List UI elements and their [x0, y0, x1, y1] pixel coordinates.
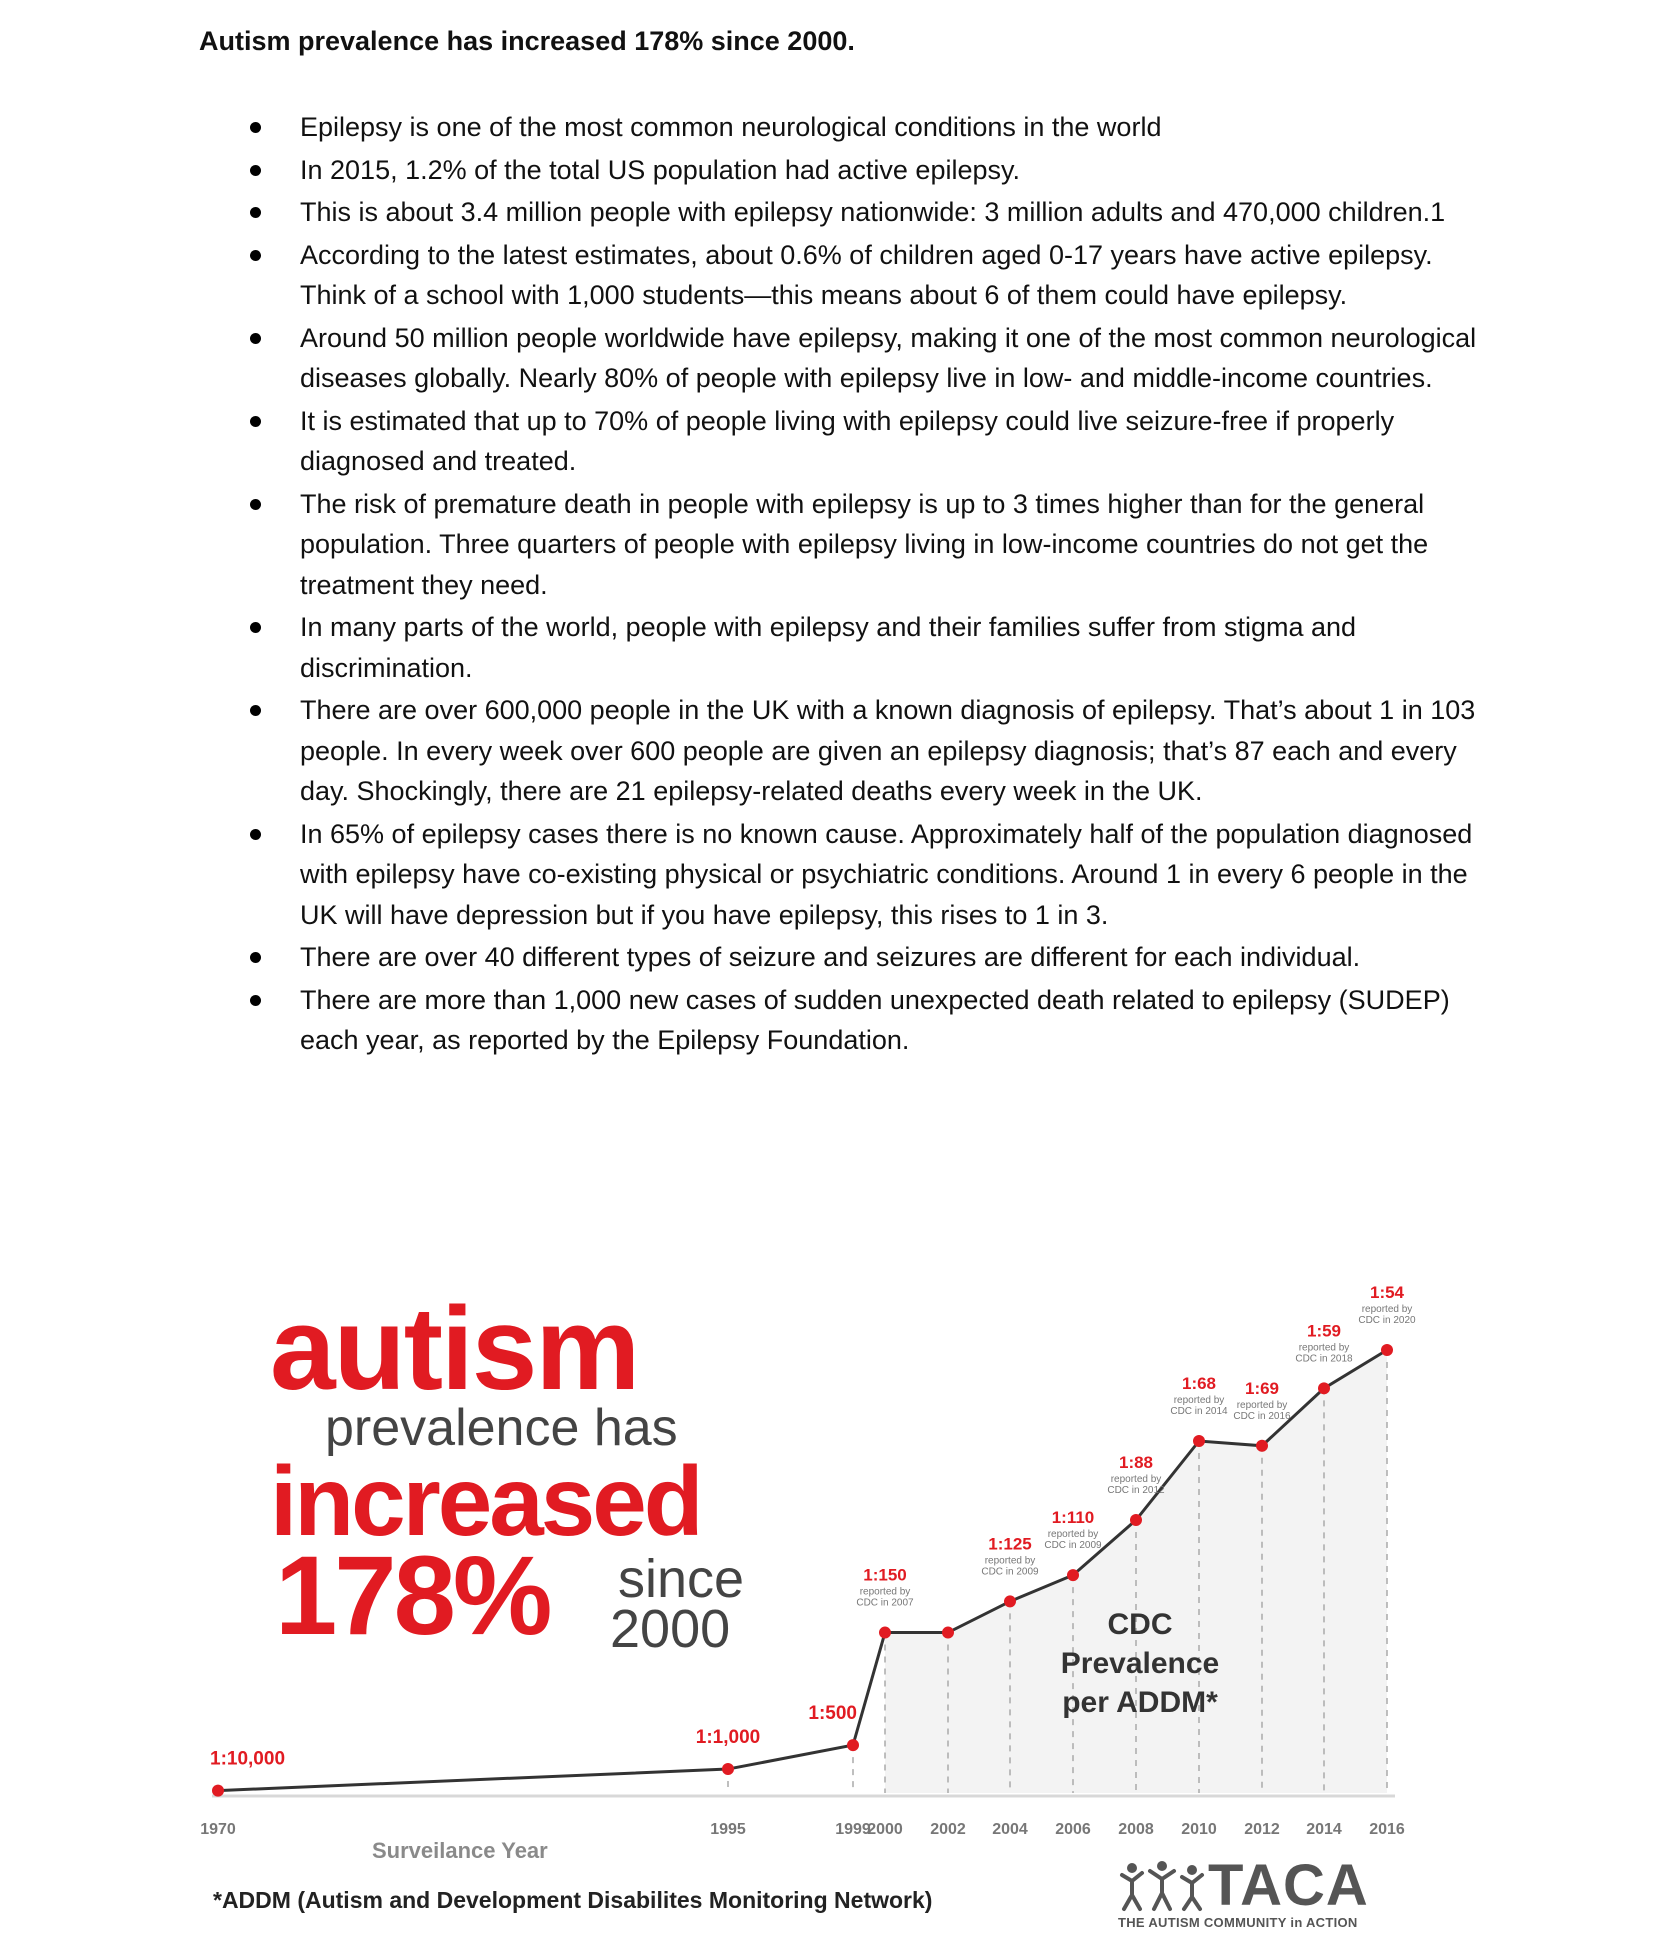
- tick-label: 2008: [1118, 1821, 1154, 1838]
- data-point: [1004, 1595, 1016, 1607]
- data-note: CDC in 2009: [1044, 1540, 1102, 1552]
- bullet-dot-icon: [250, 333, 261, 344]
- tick-label: 1970: [200, 1821, 236, 1838]
- data-point: [942, 1627, 954, 1639]
- data-label: 1:110: [1051, 1508, 1095, 1528]
- data-point: [879, 1627, 891, 1639]
- headline-prevalence: prevalence has: [325, 1399, 678, 1457]
- data-label: 1:69: [1244, 1378, 1280, 1398]
- list-item: [250, 192, 1490, 233]
- data-point: [1130, 1514, 1142, 1526]
- data-label: 1:125: [988, 1534, 1032, 1554]
- data-point: [1256, 1440, 1268, 1452]
- data-point: [1193, 1435, 1205, 1447]
- data-label: 1:88: [1118, 1453, 1154, 1473]
- tick-label: 2012: [1244, 1821, 1280, 1838]
- data-label: 1:59: [1306, 1321, 1342, 1341]
- data-note: reported by: [1047, 1529, 1099, 1541]
- list-item: [250, 318, 1490, 399]
- list-item-text: The risk of premature death in people with epilepsy is up to 3 times higher than for the general population. Three quarters of people with epilepsy living in low-income countries do not get the treatment they need.: [300, 488, 1429, 600]
- data-note: CDC in 2016: [1233, 1410, 1291, 1422]
- data-label: 1:500: [808, 1703, 857, 1725]
- data-point: [847, 1739, 859, 1751]
- chart-title-line1: CDC Prevalence: [1060, 1608, 1220, 1680]
- bullet-dot-icon: [250, 165, 261, 176]
- headline-autism: autism: [270, 1283, 639, 1415]
- data-note: reported by: [1173, 1394, 1225, 1406]
- bullet-dot-icon: [250, 207, 261, 218]
- list-item-text: In many parts of the world, people with epilepsy and their families suffer from stigma and discrimination.: [300, 612, 1357, 683]
- list-item-text: There are over 40 different types of seizure and seizures are different for each individual.: [300, 942, 1361, 972]
- x-axis-label: Surveilance Year: [372, 1838, 548, 1863]
- data-note: CDC in 2007: [856, 1597, 914, 1609]
- list-item-text: There are more than 1,000 new cases of sudden unexpected death related to epilepsy (SUDEP) each year, as reported by the Epilepsy Foundation.: [300, 984, 1450, 1055]
- bullet-dot-icon: [250, 416, 261, 427]
- data-note: reported by: [859, 1586, 911, 1598]
- headline-percent: 178%: [275, 1533, 550, 1658]
- data-point: [212, 1785, 224, 1797]
- list-item: [250, 814, 1490, 936]
- data-note: reported by: [1298, 1342, 1350, 1354]
- logo-tagline: THE AUTISM COMMUNITY in ACTION: [1118, 1915, 1358, 1930]
- data-label: 1:1,000: [695, 1727, 761, 1749]
- data-label: 1:150: [863, 1565, 907, 1585]
- list-item: [250, 690, 1490, 812]
- list-item: [250, 937, 1490, 978]
- list-item: [250, 607, 1490, 688]
- bullet-dot-icon: [250, 250, 261, 261]
- list-item-text: Epilepsy is one of the most common neurological conditions in the world: [300, 112, 1162, 142]
- list-item-text: Around 50 million people worldwide have epilepsy, making it one of the most common neurological diseases globally. Nearly 80% of people with epilepsy live in low- and middle-income countries.: [300, 322, 1477, 393]
- data-note: CDC in 2009: [981, 1566, 1039, 1578]
- bullet-dot-icon: [250, 622, 261, 633]
- data-note: CDC in 2018: [1295, 1353, 1353, 1365]
- list-item-text: There are over 600,000 people in the UK with a known diagnosis of epilepsy. That’s about 1 in 103 people. In every week over 600 people are given an epilepsy diagnosis; that’s 87 each and every day. Shockingly, there are 21 epilepsy-related deaths every week in the UK.: [300, 695, 1476, 806]
- list-item-text: In 2015, 1.2% of the total US population had active epilepsy.: [300, 154, 1020, 185]
- data-note: reported by: [1361, 1304, 1413, 1315]
- tick-label: 2016: [1369, 1821, 1405, 1838]
- bullet-dot-icon: [250, 705, 261, 716]
- list-item-text: This is about 3.4 million people with epilepsy nationwide: 3 million adults and 470,000 children.1: [300, 197, 1446, 227]
- data-point: [1067, 1569, 1079, 1581]
- tick-label: 2002: [930, 1821, 966, 1838]
- list-item: [250, 401, 1490, 482]
- page-heading: Autism prevalence has increased 178% since 2000.: [199, 26, 855, 56]
- addm-footnote: *ADDM (Autism and Development Disabilites Monitoring Network): [213, 1887, 933, 1913]
- data-note: CDC in 2020: [1358, 1315, 1416, 1326]
- headline-year: 2000: [610, 1599, 731, 1659]
- headline-since: since: [618, 1549, 745, 1609]
- list-item-text: In 65% of epilepsy cases there is no known cause. Approximately half of the population diagnosed with epilepsy have co-existing physical or psychiatric conditions. Around 1 in every 6 people in the UK will have depression but if you have epilepsy, this rises to 1 in 3.: [300, 818, 1473, 930]
- epilepsy-facts-list: [250, 107, 1490, 1063]
- tick-label: 2010: [1181, 1821, 1217, 1838]
- data-point: [722, 1763, 734, 1775]
- data-note: reported by: [1236, 1399, 1288, 1411]
- list-item: [250, 484, 1490, 606]
- bullet-dot-icon: [250, 122, 261, 133]
- headline-increased: increased: [270, 1446, 701, 1556]
- tick-label: 2004: [992, 1821, 1028, 1838]
- list-item: [250, 235, 1490, 316]
- list-item: [250, 150, 1490, 191]
- tick-label: 1995: [710, 1821, 746, 1838]
- bullet-dot-icon: [250, 829, 261, 840]
- data-label: 1:10,000: [210, 1748, 286, 1770]
- taca-logo: [1118, 1853, 1418, 1937]
- people-figures-icon: [1118, 1861, 1206, 1913]
- autism-prevalence-infographic: [0, 1260, 1654, 1937]
- tick-label: 2000: [867, 1821, 903, 1838]
- data-label: 1:54: [1369, 1283, 1405, 1302]
- bullet-dot-icon: [250, 995, 261, 1006]
- list-item: [250, 107, 1490, 148]
- bullet-dot-icon: [250, 499, 261, 510]
- tick-label: 1999: [835, 1821, 871, 1838]
- data-note: reported by: [1110, 1474, 1162, 1486]
- list-item-text: It is estimated that up to 70% of people living with epilepsy could live seizure-free if properly diagnosed and treated.: [300, 405, 1395, 476]
- data-note: CDC in 2012: [1107, 1485, 1165, 1497]
- bullet-dot-icon: [250, 952, 261, 963]
- prevalence-chart: [0, 1260, 1654, 1937]
- list-item-text: According to the latest estimates, about 0.6% of children aged 0-17 years have active epilepsy. Think of a school with 1,000 students—this means about 6 of them could have epilepsy.: [300, 239, 1433, 310]
- list-item: [250, 980, 1490, 1061]
- chart-title: [1040, 1605, 1240, 1722]
- data-point: [1318, 1382, 1330, 1394]
- data-note: reported by: [984, 1555, 1036, 1567]
- chart-title-line2: per ADDM*: [1062, 1686, 1218, 1719]
- tick-label: 2014: [1306, 1821, 1342, 1838]
- data-point: [1381, 1344, 1393, 1356]
- data-note: CDC in 2014: [1170, 1405, 1228, 1417]
- logo-name: TACA: [1208, 1853, 1369, 1918]
- tick-label: 2006: [1055, 1821, 1091, 1838]
- data-label: 1:68: [1181, 1373, 1217, 1393]
